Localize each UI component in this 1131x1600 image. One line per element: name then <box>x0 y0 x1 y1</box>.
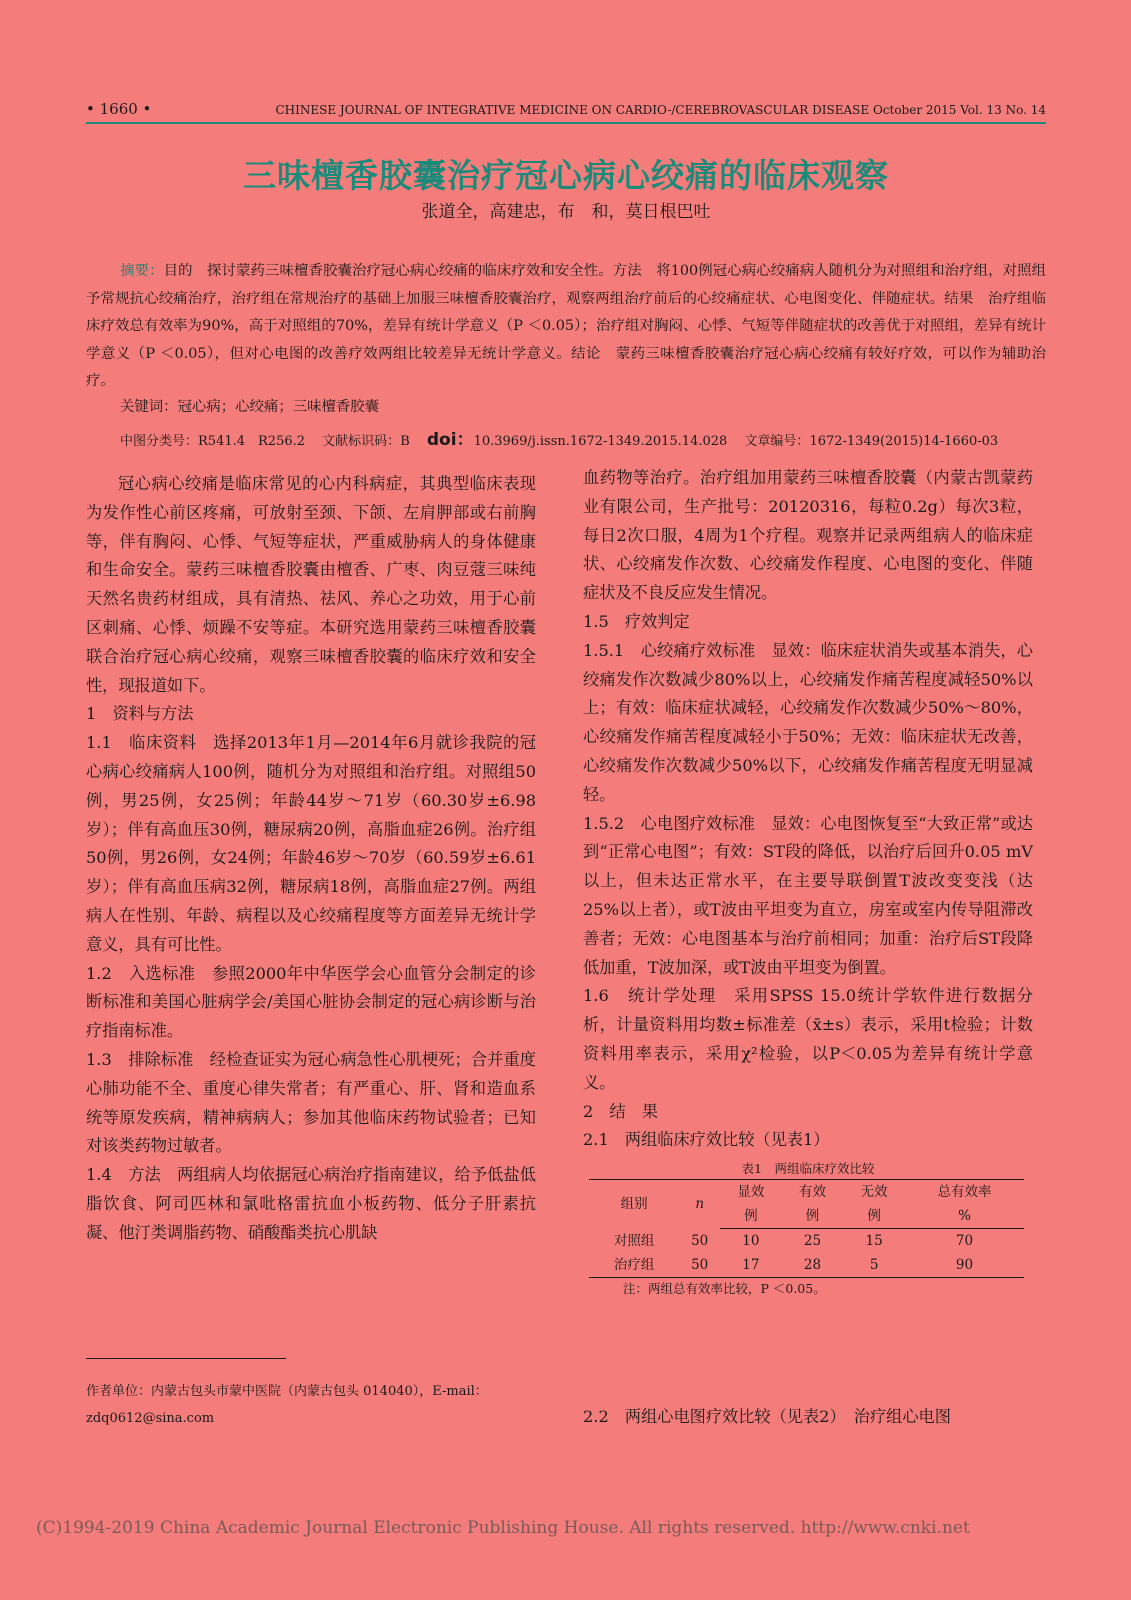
table-cell: 对照组 <box>613 1232 655 1249</box>
table-cell: 90 <box>905 1253 1024 1278</box>
abstract-text: 目的 探讨蒙药三味檀香胶囊治疗冠心病心绞痛的临床疗效和安全性。方法 将100例冠心病心绞痛病人随机分为对照组和治疗组，对照组予常规抗心绞痛治疗，治疗组在常规治疗的基础上加服三味檀香胶囊治疗，观察两组治疗前后的心绞痛症状、心电图变化、伴随症状。结果 治疗组临床疗效总有效率为90%，高于对照组的70%，差异有统计学意义（P ＜0.05）；治疗组对胸闷、心悸、气短等伴随症状的改善优于对照组，差异有统计学意义（P ＜0.05），但对心电图的改善疗效两组比较差异无统计学意义。结论 蒙药三味檀香胶囊治疗冠心病心绞痛有较好疗效，可以作为辅助治疗。 <box>86 263 1046 389</box>
section-1-heading: 1 资料与方法 <box>86 704 194 724</box>
table-cell: 50 <box>679 1253 720 1278</box>
abstract-label: 摘要： <box>120 263 164 279</box>
authors: 张道全，高建忠，布 和，莫日根巴吐 <box>421 202 711 222</box>
table-cell: 70 <box>955 1233 974 1250</box>
section-1-5-heading: 1.5 疗效判定 <box>583 611 690 631</box>
section-2-2: 2.2 两组心电图疗效比较（见表2） 治疗组心电图 <box>583 1407 951 1426</box>
doc-value: B <box>400 434 410 449</box>
table-cell: 50 <box>691 1232 709 1249</box>
table-unit-cell: 例 <box>843 1204 905 1229</box>
table-header-cell: 有效 <box>782 1180 844 1205</box>
doi-value: 10.3969/j.issn.1672-1349.2015.14.028 <box>473 434 728 449</box>
table-unit-cell: 例 <box>782 1204 844 1229</box>
header-rule <box>86 122 1046 124</box>
intro-paragraph: 冠心病心绞痛是临床常见的心内科病症，其典型临床表现为发作性心前区疼痛，可放射至颈、下颌、左肩胛部或右前胸等，伴有胸闷、心悸、气短等症状，严重威胁病人的身体健康和生命安全。蒙药三味檀香胶囊由檀香、广枣、肉豆蔻三味纯天然名贵药材组成，具有清热、祛风、养心之功效，用于心前区刺痛、心悸、烦躁不安等症。本研究选用蒙药三味檀香胶囊联合治疗冠心病心绞痛，观察三味檀香胶囊的临床疗效和安全性，现报道如下。 <box>86 474 536 695</box>
classification-line <box>86 425 1046 450</box>
copyright-watermark: (C)1994-2019 China Academic Journal Electronic Publishing House. All rights reserved. http://www.cnki.net <box>36 1518 970 1538</box>
abstract <box>86 258 1046 396</box>
table-cell: 5 <box>843 1253 905 1278</box>
section-1-6: 1.6 统计学处理 采用SPSS 15.0统计学软件进行数据分析，计量资料用均数±标准差（x̄±s）表示，采用t检验；计数资料用率表示，采用χ²检验，以P＜0.05为差异有统计学意义。 <box>583 986 1033 1092</box>
table-cell: 17 <box>720 1253 782 1278</box>
table-header-group: 组别 <box>589 1180 679 1229</box>
doc-label: 文献标识码： <box>322 434 401 449</box>
keywords-label: 关键词： <box>120 399 178 415</box>
right-column <box>583 464 1033 1300</box>
table-header-n: n <box>679 1180 720 1229</box>
table-cell: 10 <box>742 1233 760 1250</box>
table-row <box>589 1253 1024 1278</box>
table-header-cell: 显效 <box>720 1180 782 1205</box>
article-number-label: 文章编号： <box>744 434 810 449</box>
table-row <box>589 1229 1024 1254</box>
table-header-cell: 总有效率 <box>905 1180 1024 1205</box>
table-cell: 28 <box>782 1253 844 1278</box>
section-1-4: 1.4 方法 两组病人均依据冠心病治疗指南建议，给予低盐低脂饮食、阿司匹林和氯吡格雷抗血小板药物、低分子肝素抗凝、他汀类调脂药物、硝酸酯类抗心肌缺 <box>86 1165 536 1242</box>
left-column <box>86 470 536 1248</box>
journal-info: CHINESE JOURNAL OF INTEGRATIVE MEDICINE ON CARDIO-/CEREBROVASCULAR DISEASE October 2015 Vol. 13 No. 14 <box>275 103 1046 117</box>
page-number: • 1660 • <box>86 100 152 118</box>
keywords-text: 冠心病；心绞痛；三味檀香胶囊 <box>177 399 380 415</box>
clc-label: 中图分类号： <box>120 434 199 449</box>
footnote-rule <box>86 1358 286 1359</box>
section-1-4-continued: 血药物等治疗。治疗组加用蒙药三味檀香胶囊（内蒙古凯蒙药业有限公司，生产批号：20120316，每粒0.2g）每次3粒，每日2次口服，4周为1个疗程。观察并记录两组病人的临床症状、心绞痛发作次数、心绞痛发作程度、心电图的变化、伴随症状及不良反应发生情况。 <box>583 468 1033 603</box>
section-2-1: 2.1 两组临床疗效比较（见表1） <box>583 1130 830 1150</box>
section-2-heading: 2 结 果 <box>583 1101 659 1121</box>
section-1-2: 1.2 入选标准 参照2000年中华医学会心血管分会制定的诊断标准和美国心脏病学会/美国心脏协会制定的冠心病诊断与治疗指南标准。 <box>86 963 536 1041</box>
table-cell: 治疗组 <box>589 1253 679 1278</box>
table-cell: 25 <box>803 1233 822 1250</box>
table-1-note: 注：两组总有效率比较，P ＜0.05。 <box>623 1281 826 1297</box>
section-1-1: 1.1 临床资料 选择2013年1月—2014年6月就诊我院的冠心病心绞痛病人100例，随机分为对照组和治疗组。对照组50例，男25例，女25例；年龄44岁～71岁（60.30岁±6.98岁）；伴有高血压30例，糖尿病20例，高脂血症26例。治疗组50例，男26例，女24例；年龄46岁～70岁（60.59岁±6.61岁）；伴有高血压病32例，糖尿病18例，高脂血症27例。两组病人在性别、年龄、病程以及心绞痛程度等方面差异无统计学意义，具有可比性。 <box>86 733 536 954</box>
section-1-5-1: 1.5.1 心绞痛疗效标准 显效：临床症状消失或基本消失，心绞痛发作次数减少80%以上，心绞痛发作痛苦程度减轻50%以上；有效：临床症状减轻，心绞痛发作次数减少50%～80%，心绞痛发作痛苦程度减轻小于50%；无效：临床症状无改善，心绞痛发作次数减少50%以下，心绞痛发作痛苦程度无明显减轻。 <box>583 640 1033 804</box>
section-1-3: 1.3 排除标准 经检查证实为冠心病急性心肌梗死；合并重度心肺功能不全、重度心律失常者；有严重心、肝、肾和造血系统等原发疾病，精神病病人；参加其他临床药物试验者；已知对该类药物过敏者。 <box>86 1049 536 1156</box>
table-1-grid <box>589 1179 1024 1278</box>
table-header-cell: 无效 <box>843 1180 905 1205</box>
table-cell: 15 <box>865 1233 883 1250</box>
table-unit-cell: 例 <box>720 1204 782 1229</box>
clc-value: R541.4 R256.2 <box>198 434 306 449</box>
table-1 <box>583 1159 1033 1300</box>
table-unit-cell: % <box>905 1204 1024 1229</box>
table-1-caption: 表1 两组临床疗效比较 <box>741 1161 875 1177</box>
keywords <box>86 395 1046 416</box>
article-title: 三味檀香胶囊治疗冠心病心绞痛的临床观察 <box>243 156 889 195</box>
section-1-5-2: 1.5.2 心电图疗效标准 显效：心电图恢复至“大致正常”或达到“正常心电图”；有效：ST段的降低，以治疗后回升0.05 mV以上，但未达正常水平，在主要导联倒置T波改变变浅（达25%以上者），或T波由平坦变为直立，房室或室内传导阻滞改善者；无效：心电图基本与治疗前相同；加重：治疗后ST段降低加重，T波加深，或T波由平坦变为倒置。 <box>583 813 1033 977</box>
running-head <box>86 100 1046 118</box>
doi-label: doi： <box>426 430 474 450</box>
article-number-value: 1672-1349(2015)14-1660-03 <box>809 434 999 449</box>
author-affiliation-footnote: 作者单位：内蒙古包头市蒙中医院（内蒙古包头 014040），E-mail：zdq0612@sina.com <box>86 1384 488 1426</box>
